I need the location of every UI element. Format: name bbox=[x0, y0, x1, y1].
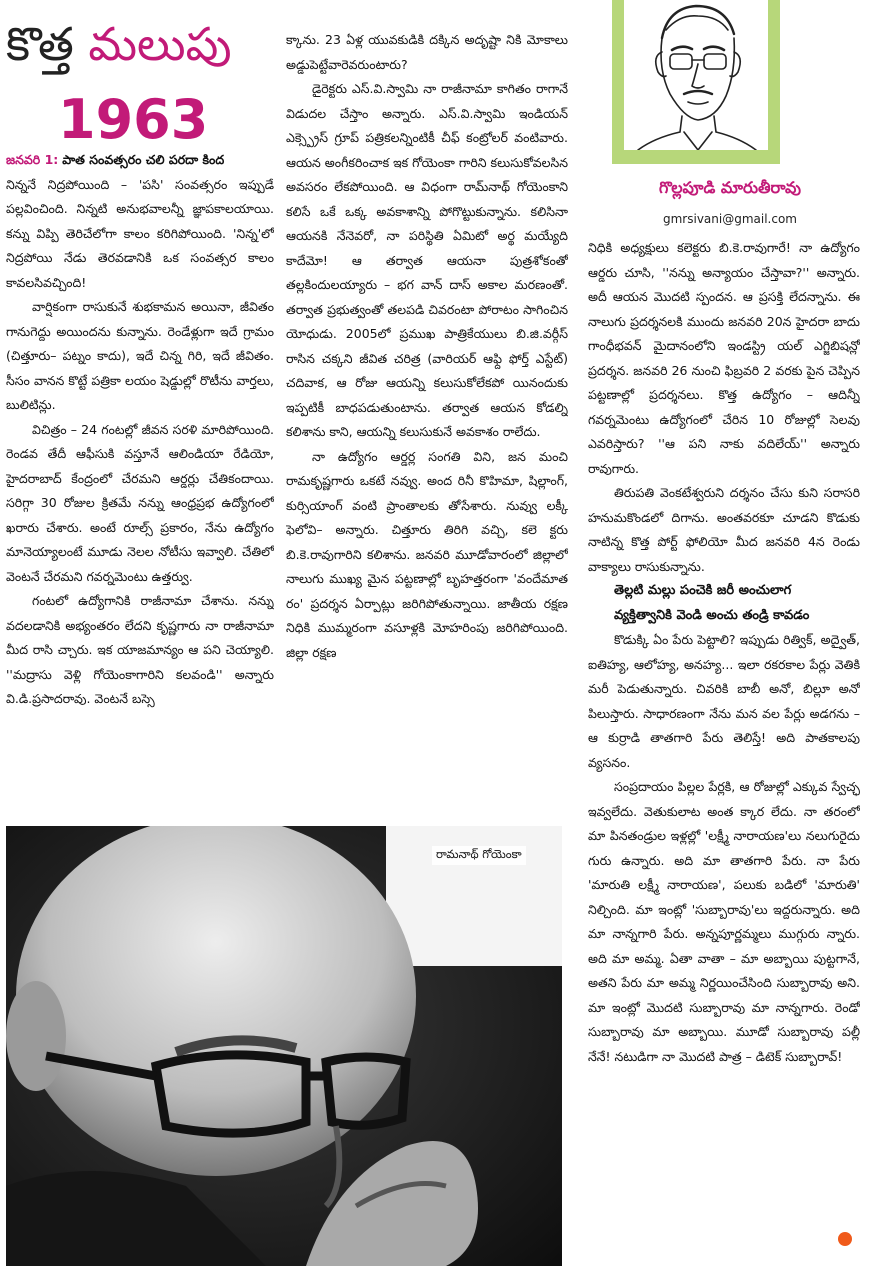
headline-word-1: కొత్త bbox=[6, 17, 74, 71]
headline-year: 1963 bbox=[58, 88, 209, 151]
end-marker-icon bbox=[838, 1232, 852, 1246]
author-sketch-icon bbox=[624, 0, 768, 150]
paragraph: క్కాను. 23 ఏళ్ల యువకుడికి దక్కిన అదృష్టా నికి మోకాలు అడ్డుపెట్టేవారెవరుంటారు? bbox=[286, 32, 568, 72]
paragraph: వార్షికంగా రాసుకునే శుభకామన అయినా, జీవితం గానుగెద్దు అయిందను కున్నాను. రెండేళ్లుగా ఇదే గ్రామం (చిత్తూరు– పట్నం కాదు), ఇదే చిన్న గిరి, ఇదే జీవితం. సీసం వానన కొట్టే పత్రికా లయం షెడ్డుల్లో రొటీను వార్తలు, బులిటిన్లు. bbox=[6, 299, 274, 412]
author-name: గొల్లపూడి మారుతీరావు bbox=[659, 178, 801, 197]
lead-text: పాత సంవత్సరం చలి పరదా కింద bbox=[62, 152, 225, 167]
photo-caption: రామనాథ్ గోయెంకా bbox=[432, 846, 526, 865]
author-portrait bbox=[624, 0, 768, 150]
paragraph: నా ఉద్యోగం ఆర్డర్ల సంగతి విని, జన మంచి రామకృష్ణగారు ఒకటే నవ్వు. అంద రినీ కొహిమా, షిల్లాంగ్, కుర్సియాంగ్ వంటి ప్రాంతాలకు తోసేశారు. నువ్వు లక్కీ ఫెలోవి– అన్నారు. చిత్తూరు తిరిగి వచ్చి, కలె క్టరు బి.కె.రావుగారిని కలిశాను. జనవరి మూడోవారంలో జిల్లాలో నాలుగు ముఖ్య మైన పట్టణాల్లో బృహత్తరంగా 'వందేమాత రం' ప్రదర్శన ఏర్పాట్లు జరిగిపోతున్నాయి. జాతీయ రక్షణ నిధికి ముమ్మరంగా వసూళ్లకి మోహరింపు జరిగిపోయింది. జిల్లా రక్షణ bbox=[286, 448, 568, 660]
article-column-2 bbox=[286, 28, 568, 818]
lead-date: జనవరి 1: bbox=[6, 152, 59, 167]
paragraph: నిన్ననే నిద్రపోయింది – 'పసి' సంవత్సరం ఇప్పుడే పల్లవించింది. నిన్నటి అనుభవాలన్నీ జ్ఞాపకాలయాయి. కన్ను విప్పి తెరిచేలోగా కాలం కరిగిపోయింది. 'నిన్న'లో నిద్రపోయి నేడు తెరవడానికి ఒక సంవత్సర కాలం కావలసివచ్చింది! bbox=[6, 176, 274, 290]
portrait-photo-icon bbox=[6, 826, 562, 1266]
highlight-line: తెల్లటి మల్లు పంచెకి జరీ అంచులాగ bbox=[614, 583, 792, 598]
lead-line bbox=[6, 148, 274, 173]
paragraph: తిరుపతి వెంకటేశ్వరుని దర్శనం చేసు కుని సరాసరి హనుమకొండలో దిగాను. అంతవరకూ చూడని కొడుకు నాటిన్న కొత్త పోర్ట్ ఫోలియో మీద జనవరి 4న రెండు వాక్యాలు రాసుకున్నాను. bbox=[588, 485, 860, 574]
paragraph: డైరెక్టరు ఎస్.వి.స్వామి నా రాజీనామా కాగితం రాగానే విడుదల చేస్తాం అన్నారు. ఎస్.వి.స్వామి ఇండియన్ ఎక్స్ప్రెస్ గ్రూప్ పత్రికలన్నింటికీ చీఫ్ కంట్రోలర్ వంటివారు. ఆయన అంగీకరించాక ఇక గోయెంకా గారిని కలుసుకోవలసిన అవసరం లేకపోయింది. ఆ విధంగా రామ్‌నాథ్ గోయెంకాని కలిసే ఒకే ఒక్క అవకాశాన్ని పోగొట్టుకున్నాను. కలిసినా ఆయనకి నేనెవరో, నా పరిస్థితి ఏమిటో అర్థ మయ్యేది కాదేమో! ఆ తర్వాత ఆయనా పుత్రశోకంతో తల్లకిందులయ్యారు – భగ వాన్ దాస్ అకాల మరణంతో. తర్వాత ప్రభుత్వంతో తలపడి చివరంటా పోరాటం సాగించిన యోధుడు. 2005లో ప్రముఖ పాత్రికేయులు బి.జి.వర్గీస్ రాసిన చక్కని జీవిత చరిత్ర (వారియర్ ఆఫ్ది ఫోర్త్ ఎస్టేట్) చదివాక, ఆ రోజు ఆయన్ని కలుసుకోలేకపో యినందుకు ఇప్పటికీ బాధపడుతుంటాను. తర్వాత ఆయన కోడల్ని కలిశాను కాని, ఆయన్ని కలుసుకునే అవకాశం రాలేదు. bbox=[286, 81, 568, 439]
paragraph: విచిత్రం – 24 గంటల్లో జీవన సరళి మారిపోయింది. రెండవ తేదీ ఆఫీసుకి వస్తూనే ఆలిండియా రేడియో, హైదరాబాద్ కేంద్రంలో చేరమని ఆర్డర్లు చేతికందాయి. సరిగ్గా 30 రోజుల క్రితమే నన్ను ఆంధ్రప్రభ ఉద్యోగంలో ఖరారు చేశారు. అంటే రూల్స్ ప్రకారం, నేను ఉద్యోగం మానెయ్యాలంటే మూడు నెలల నోటీసు ఇవ్వాలి. చేతిలో వెంటనే చేరమని గవర్నమెంటు ఉత్తర్వు. bbox=[6, 421, 274, 584]
paragraph: కొడుక్కి ఏం పేరు పెట్టాలి? ఇప్పుడు రిత్విక్, అద్వైత్, ఐతిహ్య, ఆలోహ్య, అనహ్య... ఇలా రకరకాల పేర్లు వెతికి మరీ పెడుతున్నారు. చివరికి బాబీ అనో, బిల్లూ అనో పిలుస్తారు. సాధారణంగా నేను మన వల పేర్లు అడగను – ఆ కుర్రాడి తాతగారి పేరు తెలిస్తే! అది పాతకాలపు వ్యసనం. bbox=[588, 632, 860, 770]
headline-title bbox=[6, 18, 232, 70]
goenka-photo bbox=[6, 826, 562, 1266]
author-email: gmrsivani@gmail.com bbox=[663, 212, 797, 226]
paragraph: నిధికి అధ్యక్షులు కలెక్టరు బి.కె.రావుగారే! నా ఉద్యోగం ఆర్డరు చూసి, ''నన్ను అన్యాయం చేస్తావా?'' అన్నారు. అదీ ఆయన మొదటి స్పందన. ఆ ప్రసక్తి లేదన్నాను. ఈ నాలుగు ప్రదర్శనలకి ముందు జనవరి 20న హైదరా బాదు గాంధీభవన్ మైదానంలోని ఇండస్ట్రి యల్ ఎగ్జిబిషన్లో ప్రదర్శన. జనవరి 26 నుంచి ఫిబ్రవరి 2 వరకు పైన చెప్పిన పట్టణాల్లో ప్రదర్శనలు. కొత్త ఉద్యోగం – ఆదిన్నీ గవర్నమెంటు ఉద్యోగంలో చేరిన 10 రోజుల్లో సెలవు ఎవరిస్తారు? ''ఆ పని నాకు వదిలేయ్'' అన్నారు రావుగారు. bbox=[588, 240, 860, 476]
article-column-3 bbox=[588, 236, 860, 1254]
highlight-line: వ్యక్తిత్వానికి వెండి అంచు తండ్రి కావడం bbox=[614, 607, 810, 623]
headline-word-2: మలుపు bbox=[88, 17, 232, 71]
paragraph: సంప్రదాయం పిల్లల పేర్లకి, ఆ రోజుల్లో ఎక్కువ స్వేచ్ఛ ఇవ్వలేదు. వెతుకులాట అంత క్కార లేదు. నా తరంలో మా పినతండ్రుల ఇళ్లల్లో 'లక్ష్మీ నారాయణ'లు నలుగురైదు గురు ఉన్నారు. అది మా తాతగారి పేరు. నా పేరు 'మారుతి లక్ష్మీ నారాయణ', పలుకు బడిలో 'మారుతి' నిల్చింది. మా ఇంట్లో 'సుబ్బారావు'లు ఇద్దరున్నారు. అది మా నాన్నగారి పేరు. అన్నపూర్ణమ్మలు ముగ్గురు న్నారు. అది మా అమ్మ. ఏతా వాతా – మా అబ్బాయి పుట్టగానే, అతని పేరు మా అమ్మ నిర్ణయించేసింది సుబ్బారావు అని. మా ఇంట్లో మొదటి సుబ్బారావు మా నాన్నగారు. రెండో సుబ్బారావు మా అబ్బాయి. మూడో సుబ్బారావు పల్లీ నేనే! నటుడిగా నా మొదటి పాత్ర – డిటెక్ సుబ్బారావ్! bbox=[588, 779, 860, 1064]
paragraph: గంటలో ఉద్యోగానికి రాజీనామా చేశాను. నన్ను వదలడానికి అభ్యంతరం లేదని కృష్ణగారు నా రాజీనామా మీద రాసి చ్చారు. ఇక యాజమాన్యం ఆ పని చెయ్యాలి. ''మద్రాసు వెళ్లి గోయెంకాగారిని కలవండి'' అన్నారు వి.డి.ప్రసాదరావు. వెంటనే బస్సె bbox=[6, 593, 274, 706]
article-column-1 bbox=[6, 148, 274, 818]
